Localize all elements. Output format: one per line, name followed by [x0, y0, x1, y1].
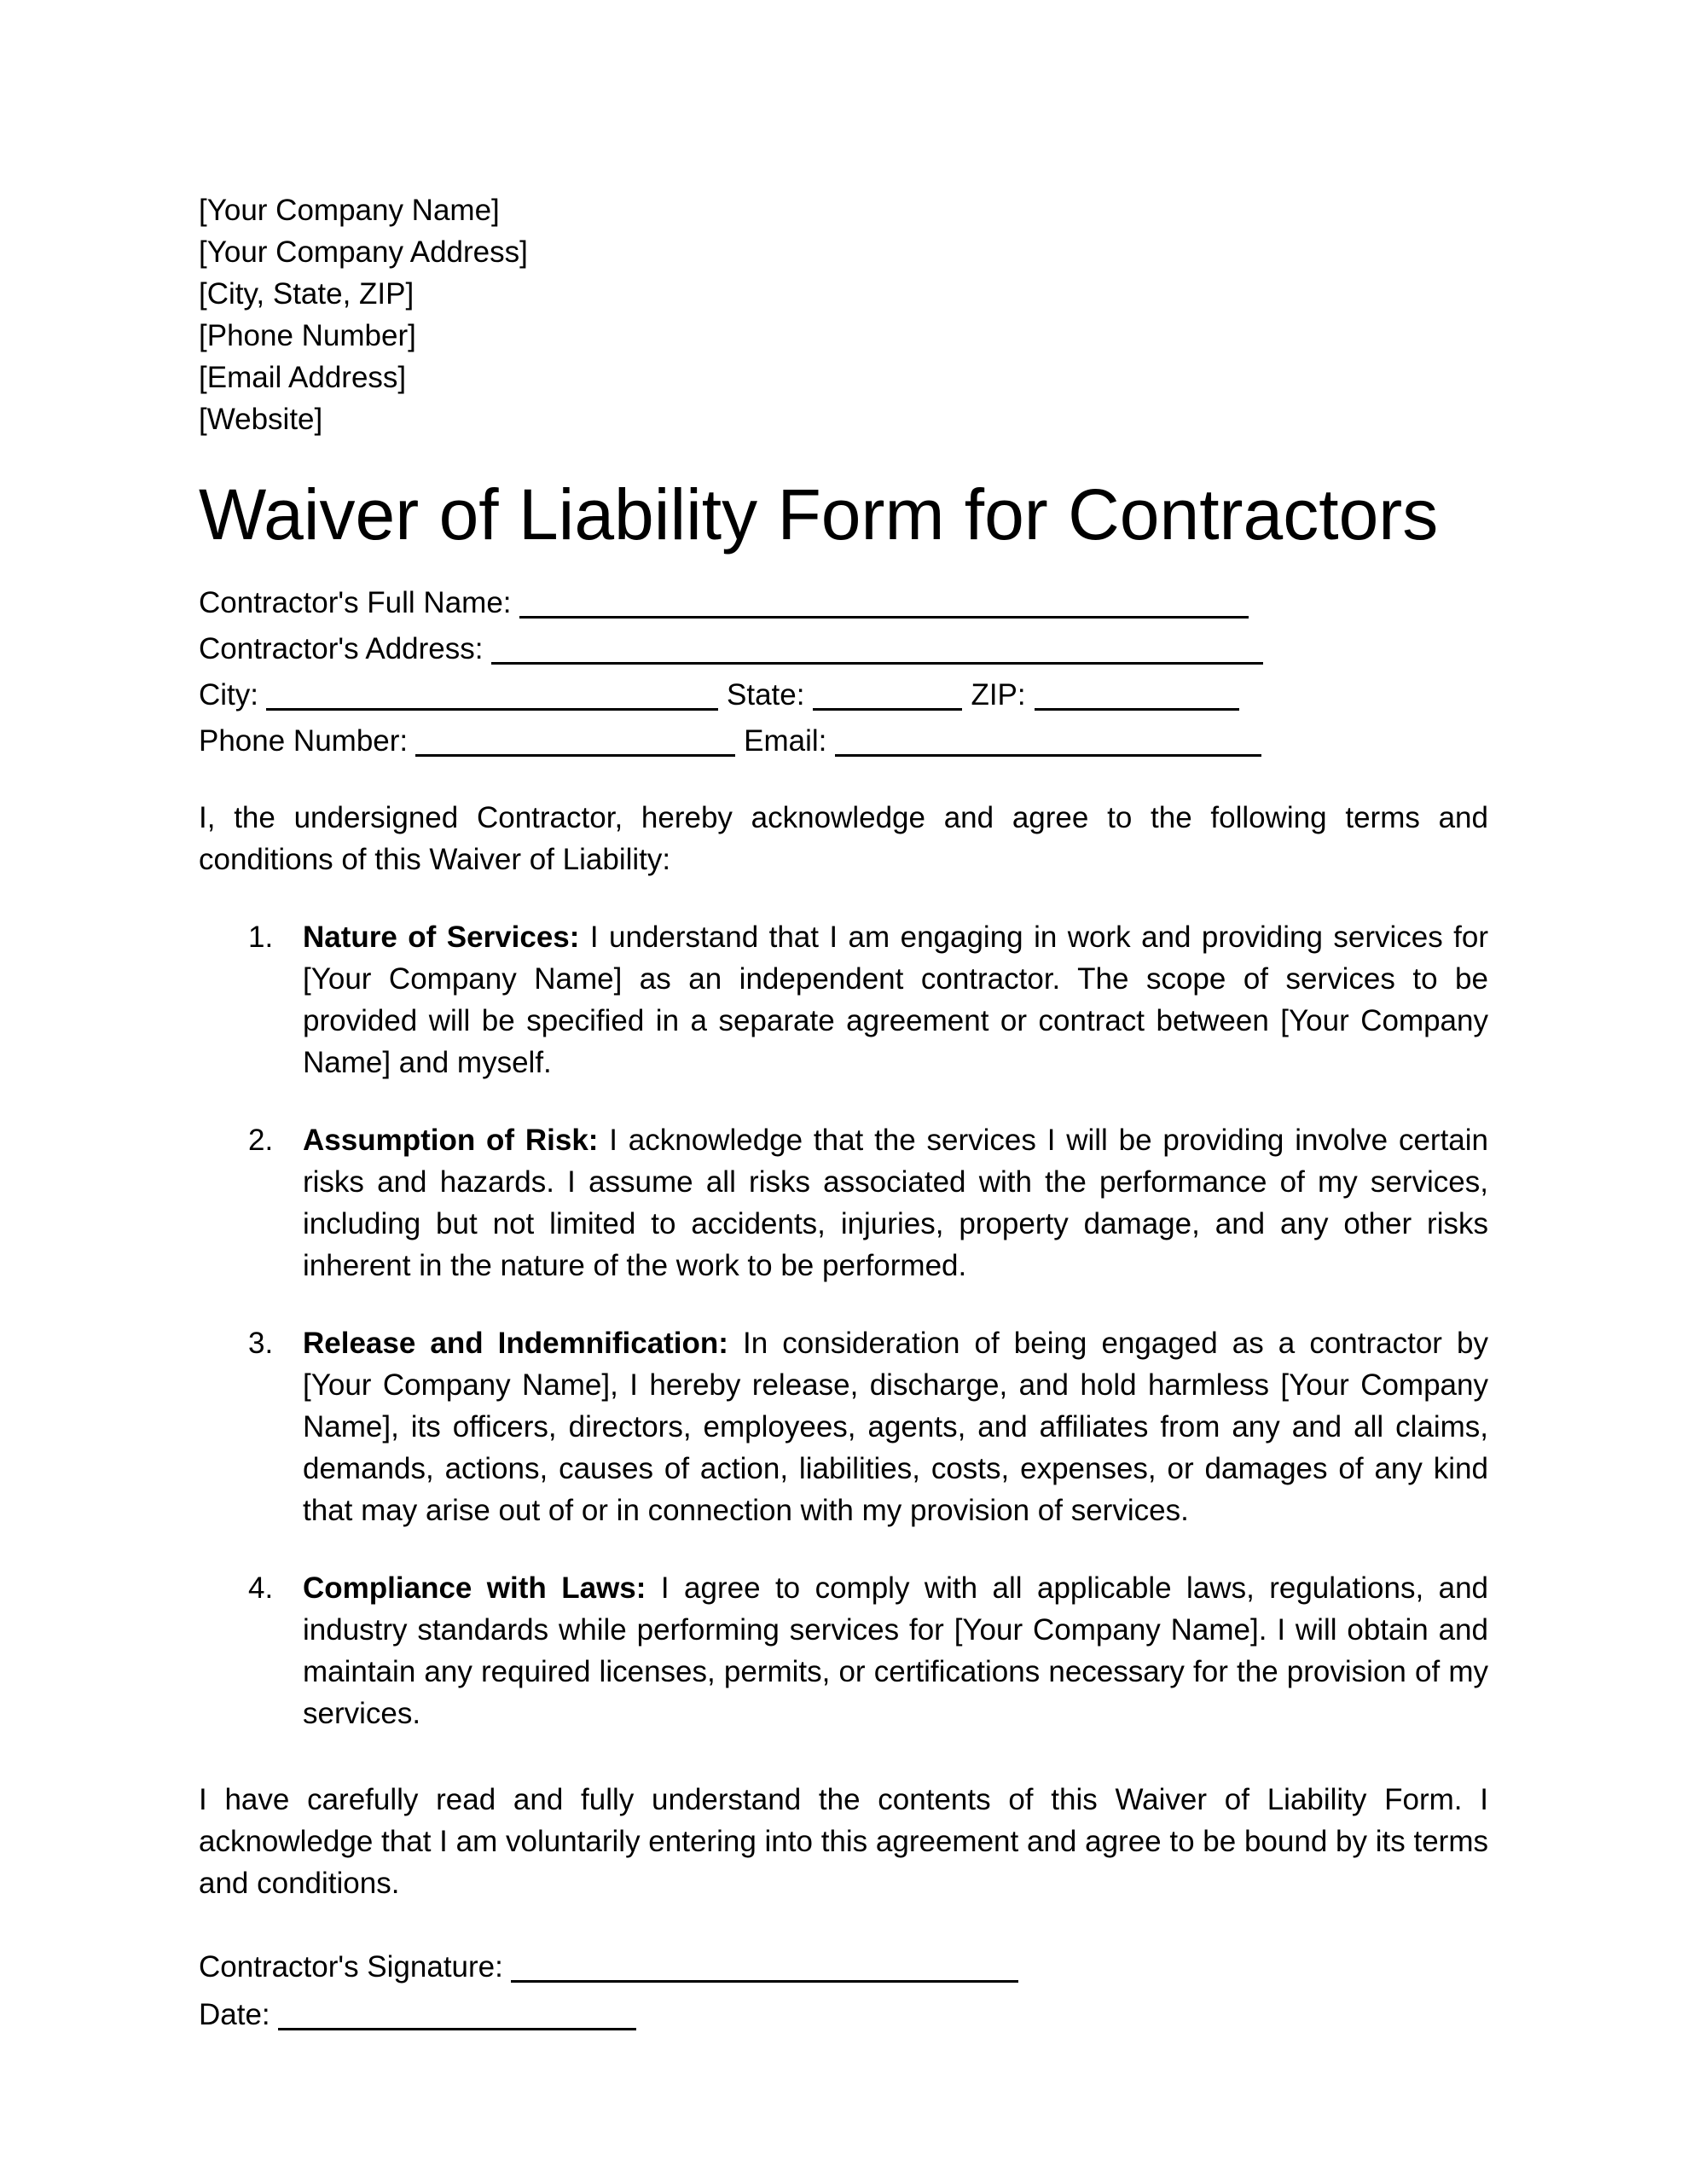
- term-heading: Release and Indemnification:: [303, 1327, 728, 1360]
- state-label: State:: [727, 678, 805, 712]
- term-item-compliance-with-laws: [199, 1567, 1488, 1734]
- email-label: Email:: [744, 724, 827, 758]
- intro-paragraph: I, the undersigned Contractor, hereby acknowledge and agree to the following terms and conditions of this Waiver of Liability:: [199, 801, 1488, 876]
- company-address-placeholder: [Your Company Address]: [199, 235, 528, 269]
- field-row-phone-email: [199, 718, 1488, 764]
- field-row-full-name: [199, 580, 1488, 626]
- term-heading: Nature of Services:: [303, 921, 580, 954]
- field-row-address: [199, 626, 1488, 672]
- zip-blank: [1035, 708, 1239, 711]
- address-label: Contractor's Address:: [199, 632, 484, 665]
- city-label: City:: [199, 678, 258, 712]
- term-item-nature-of-services: [199, 916, 1488, 1083]
- email-blank: [835, 754, 1261, 757]
- state-blank: [813, 708, 962, 711]
- term-body-text: I agree to comply with all applicable laws, regulations, and industry standards while performing services for [Your Company Name]. I will obtain and maintain any required licenses, permits, or certifications necessary for the provision of my services.: [303, 1571, 1488, 1730]
- closing-paragraph: I have carefully read and fully understand the contents of this Waiver of Liability Form. I acknowledge that I am voluntarily entering into this agreement and agree to be bound by its terms and conditions.: [199, 1783, 1488, 1900]
- city-blank: [266, 708, 718, 711]
- zip-label: ZIP:: [971, 678, 1026, 712]
- company-email-placeholder: [Email Address]: [199, 361, 407, 394]
- signature-block: [199, 1943, 1488, 2039]
- terms-list: [199, 916, 1488, 1734]
- company-city-state-zip-placeholder: [City, State, ZIP]: [199, 277, 415, 311]
- term-text: [303, 1567, 1488, 1734]
- term-heading: Compliance with Laws:: [303, 1571, 646, 1605]
- term-number: 3.: [248, 1327, 274, 1360]
- phone-label: Phone Number:: [199, 724, 409, 758]
- term-heading: Assumption of Risk:: [303, 1124, 599, 1157]
- term-body-text: I acknowledge that the services I will be providing involve certain risks and hazards. I assume all risks associated with the performance of my services, including but not limited to accidents, injuries, property damage, and any other risks inherent in the nature of the work to be performed.: [303, 1124, 1488, 1282]
- field-row-city-state-zip: [199, 672, 1488, 718]
- full-name-label: Contractor's Full Name:: [199, 586, 512, 619]
- term-item-release-indemnification: [199, 1322, 1488, 1531]
- term-number: 2.: [248, 1124, 274, 1157]
- company-website-placeholder: [Website]: [199, 403, 323, 436]
- document-title: Waiver of Liability Form for Contractors: [199, 474, 1439, 555]
- signature-row: [199, 1943, 1488, 1991]
- term-item-assumption-of-risk: [199, 1119, 1488, 1287]
- company-info-block: [199, 189, 1488, 440]
- date-blank: [278, 2028, 636, 2030]
- term-text: [303, 916, 1488, 1083]
- company-name-placeholder: [Your Company Name]: [199, 194, 500, 227]
- term-number: 1.: [248, 921, 274, 954]
- full-name-blank: [519, 616, 1249, 619]
- term-number: 4.: [248, 1571, 274, 1605]
- term-body-text: I understand that I am engaging in work and providing services for [Your Company Name] as an independent contractor. The scope of services to be provided will be specified in a separate agreement or contract between [Your Company Name] and myself.: [303, 921, 1488, 1079]
- term-text: [303, 1322, 1488, 1531]
- signature-blank: [511, 1980, 1018, 1983]
- contractor-info-fields: [199, 580, 1488, 764]
- date-row: [199, 1991, 1488, 2039]
- address-blank: [491, 662, 1263, 665]
- term-text: [303, 1119, 1488, 1287]
- signature-label: Contractor's Signature:: [199, 1950, 503, 1984]
- company-phone-placeholder: [Phone Number]: [199, 319, 416, 352]
- date-label: Date:: [199, 1998, 270, 2031]
- term-body-text: In consideration of being engaged as a contractor by [Your Company Name], I hereby release, discharge, and hold harmless [Your Company Name], its officers, directors, employees, agents, and affiliates from any and all claims, demands, actions, causes of action, liabilities, costs, expenses, or damages of any kind that may arise out of or in connection with my provision of services.: [303, 1327, 1488, 1527]
- phone-blank: [415, 754, 735, 757]
